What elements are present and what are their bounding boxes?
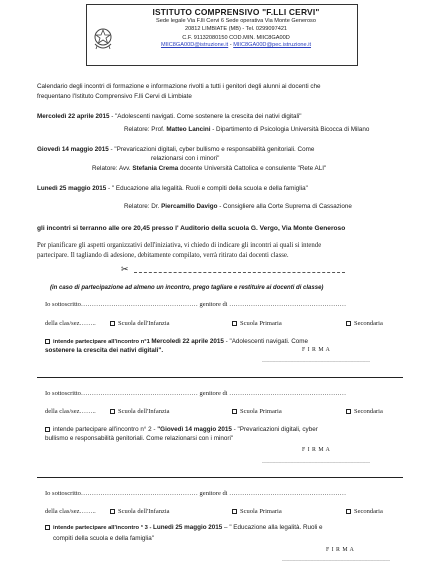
school-city-phone: 20812 LIMBIATE (MB) - Tel. 0299097421 — [184, 26, 288, 32]
slip-1-secondaria-checkbox[interactable] — [346, 321, 351, 326]
slip-3-secondaria-option[interactable]: Secondaria — [346, 508, 383, 516]
slip-1-primaria-option[interactable]: Scuola Primaria — [232, 320, 282, 328]
slip-1-signature-line[interactable]: ……………………………………………… — [262, 358, 370, 364]
cut-line — [134, 272, 345, 273]
school-codes: C.F. 91132080150 COD.MIN. MIIC8GA00D — [182, 35, 290, 41]
school-address: Sede legale Via F.lli Cervi 6 Sede operativa Via Monte Generoso — [156, 18, 316, 24]
slip-3-undersigned-field[interactable]: Io sottoscritto……………………………………………… genitore di ……………………………………………… — [45, 490, 347, 497]
slip-2-secondaria-checkbox[interactable] — [346, 409, 351, 414]
slip-2-undersigned-field[interactable]: Io sottoscritto……………………………………………… genitore di ……………………………………………… — [45, 390, 347, 397]
event-2-speaker: Relatore: Avv. Stefania Crema docente Università Cattolica e consulente "Rete ALI" — [92, 165, 327, 172]
slip-1-meeting-checkbox[interactable] — [45, 339, 50, 344]
event-3-speaker: Relatore: Dr. Piercamillo Davigo - Consigliere alla Corte Suprema di Cassazione — [124, 203, 352, 210]
slip-2-primaria-option[interactable]: Scuola Primaria — [232, 408, 282, 416]
slip-3-primaria-checkbox[interactable] — [232, 509, 237, 514]
planning-line-1: Per pianificare gli aspetti organizzativi dell'iniziativa, vi chiedo di indicare gli incontri ai quali si intende — [37, 242, 322, 249]
slip-2-meeting-option[interactable]: intende partecipare all'incontro n° 2 - "Giovedì 14 maggio 2015 - "Prevaricazioni digitali, cyber — [45, 426, 318, 434]
slip-2-class-field[interactable]: della clas/sez…….. — [45, 408, 96, 415]
slip-3-meeting-title-cont: compiti della scuola e della famiglia" — [53, 535, 154, 542]
slip-2-infanzia-checkbox[interactable] — [110, 409, 115, 414]
slip-2-meeting-title-cont: bullismo e responsabilità genitoriali. Come relazionarsi con i minori" — [45, 435, 234, 442]
slip-1-signature-label: F I R M A — [302, 347, 331, 353]
school-name: ISTITUTO COMPRENSIVO "F.LLI CERVI" — [152, 7, 320, 17]
slip-2-meeting-checkbox[interactable] — [45, 427, 50, 432]
intro-line-2: frequentano l'Istituto Comprensivo F.lli Cervi di Limbiate — [37, 93, 192, 100]
venue-line: gli incontri si terranno alle ore 20,45 presso l' Auditorio della scuola G. Vergo, Via Monte Generoso — [37, 225, 346, 232]
event-1-title: Mercoledì 22 aprile 2015 - "Adolescenti navigati. Come sostenere la crescita dei nativi digitali" — [37, 113, 302, 120]
separator-1 — [37, 377, 403, 378]
scissors-icon: ✂ — [121, 264, 129, 274]
slip-1-infanzia-option[interactable]: Scuola dell'Infanzia — [110, 320, 170, 328]
pec-email-link[interactable]: MIIC8GA00D@pec.istruzione.it — [233, 42, 312, 48]
slip-1-meeting-title-cont: sostenere la crescita dei nativi digitali". — [45, 347, 164, 354]
slip-3-class-field[interactable]: della clas/sez…….. — [45, 508, 96, 515]
slip-1-primaria-checkbox[interactable] — [232, 321, 237, 326]
slip-1-secondaria-option[interactable]: Secondaria — [346, 320, 383, 328]
slip-1-infanzia-checkbox[interactable] — [110, 321, 115, 326]
event-2-title-cont: relazionarsi con i minori" — [151, 155, 220, 162]
slip-1-class-field[interactable]: della clas/sez…….. — [45, 320, 96, 327]
event-2-title: Giovedì 14 maggio 2015 - "Prevaricazioni digitali, cyber bullismo e responsabilità genitoriali. Come — [37, 146, 315, 153]
slip-1-meeting-option[interactable]: intende partecipare all'incontro n°1 Mercoledì 22 aprile 2015 - "Adolescenti navigati. Come — [45, 338, 308, 346]
event-1-speaker: Relatore: Prof. Matteo Lancini - Dipartimento di Psicologia Università Bicocca di Milano — [124, 126, 370, 133]
slip-3-meeting-option[interactable]: intende partecipare all'incontro ° 3 - Lunedì 25 maggio 2015 – " Educazione alla legalità. Ruoli e — [45, 524, 323, 532]
email-link[interactable]: MIIC8GA00D@istruzione.it — [160, 42, 229, 48]
event-3-title: Lunedì 25 maggio 2015 - " Educazione alla legalità. Ruoli e compiti della scuola e della famiglia" — [37, 185, 308, 192]
slip-3-primaria-option[interactable]: Scuola Primaria — [232, 508, 282, 516]
slip-2-signature-label: F I R M A — [302, 447, 331, 453]
planning-line-2: partecipare. Il tagliando di adesione, debitamente compilato, verrà ritirato dai docenti classe. — [37, 252, 289, 259]
slip-2-primaria-checkbox[interactable] — [232, 409, 237, 414]
school-emails: MIIC8GA00D@istruzione.it - MIIC8GA00D@pec.istruzione.it — [160, 42, 312, 48]
slip-2-signature-line[interactable]: ……………………………………………… — [262, 459, 370, 465]
republic-emblem-icon — [92, 24, 114, 54]
slip-2-secondaria-option[interactable]: Secondaria — [346, 408, 383, 416]
slip-3-infanzia-option[interactable]: Scuola dell'Infanzia — [110, 508, 170, 516]
separator-2 — [37, 477, 403, 478]
slip-3-signature-label: F I R M A — [326, 547, 355, 553]
slip-2-infanzia-option[interactable]: Scuola dell'Infanzia — [110, 408, 170, 416]
slip-3-signature-line[interactable]: ……………………………………………… — [282, 557, 390, 563]
slip-3-secondaria-checkbox[interactable] — [346, 509, 351, 514]
slip-1-undersigned-field[interactable]: Io sottoscritto……………………………………………… genitore di ……………………………………………… — [45, 301, 347, 308]
cut-instruction: (in caso di partecipazione ad almeno un incontro, prego tagliare e restituire ai docenti di classe) — [50, 285, 324, 291]
slip-3-infanzia-checkbox[interactable] — [110, 509, 115, 514]
intro-line-1: Calendario degli incontri di formazione e informazione rivolti a tutti i genitori degli alunni ai docenti che — [37, 83, 321, 90]
slip-3-meeting-checkbox[interactable] — [45, 525, 50, 530]
